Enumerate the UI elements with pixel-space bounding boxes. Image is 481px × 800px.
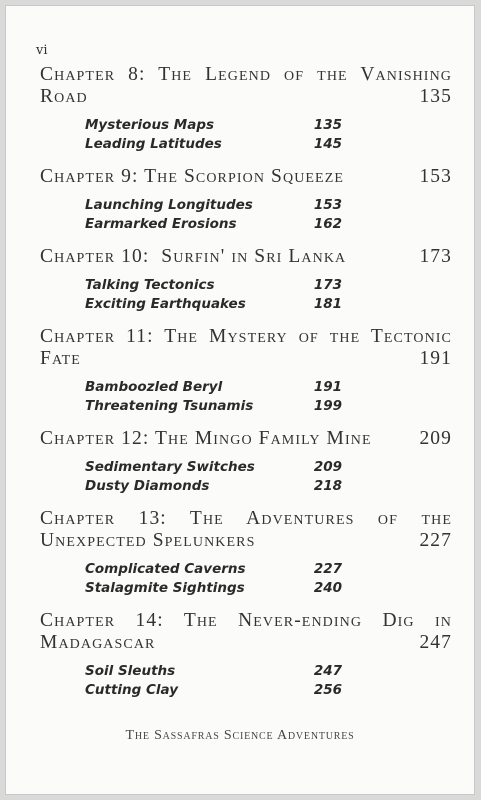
chapter-heading <box>40 428 452 450</box>
chapter-page: 135 <box>419 86 452 107</box>
chapter-title-line1: Chapter 8: The Legend of the Vanishing <box>40 64 452 85</box>
chapter-title: Chapter 10: Surfin' in Sri Lanka <box>40 246 347 267</box>
chapter-page: 191 <box>419 348 452 369</box>
chapter-title-line1: Chapter 11: The Mystery of the Tectonic <box>40 326 452 347</box>
section-title: Exciting Earthquakes <box>85 296 246 312</box>
chapter-heading <box>40 246 452 268</box>
section-page: 227 <box>313 561 342 577</box>
chapter-title: Chapter 9: The Scorpion Squeeze <box>40 166 345 187</box>
toc-chapter-13 <box>40 508 452 598</box>
section-title: Threatening Tsunamis <box>85 398 254 414</box>
section-title: Bamboozled Beryl <box>85 379 223 395</box>
section-title: Complicated Caverns <box>85 561 246 577</box>
section-title: Sedimentary Switches <box>85 459 255 475</box>
section-page: 162 <box>313 216 342 232</box>
toc-chapter-8 <box>40 64 452 154</box>
section-entry <box>85 276 342 295</box>
section-page: 256 <box>313 682 342 698</box>
section-title: Talking Tectonics <box>85 277 215 293</box>
section-list <box>85 276 342 314</box>
chapter-page: 153 <box>419 166 452 187</box>
chapter-title-line2: Road <box>40 86 88 107</box>
section-title: Leading Latitudes <box>85 136 222 152</box>
chapter-title-line2: Fate <box>40 348 81 369</box>
table-of-contents <box>40 64 452 712</box>
chapter-page: 227 <box>419 530 452 551</box>
section-entry <box>85 397 342 416</box>
section-entry <box>85 662 342 681</box>
section-page: 181 <box>313 296 342 312</box>
chapter-title-line1: Chapter 14: The Never-ending Dig in <box>40 610 452 631</box>
section-page: 240 <box>313 580 342 596</box>
section-title: Mysterious Maps <box>85 117 215 133</box>
section-page: 173 <box>313 277 342 293</box>
section-list <box>85 116 342 154</box>
toc-chapter-14 <box>40 610 452 700</box>
chapter-heading <box>40 508 452 552</box>
toc-chapter-11 <box>40 326 452 416</box>
page-number: vi <box>36 43 48 58</box>
section-entry <box>85 215 342 234</box>
section-entry <box>85 458 342 477</box>
section-page: 145 <box>313 136 342 152</box>
section-entry <box>85 681 342 700</box>
toc-chapter-12 <box>40 428 452 496</box>
chapter-page: 173 <box>419 246 452 267</box>
chapter-title-line1: Chapter 13: The Adventures of the <box>40 508 452 529</box>
toc-chapter-10 <box>40 246 452 314</box>
section-entry <box>85 579 342 598</box>
section-title: Cutting Clay <box>85 682 179 698</box>
section-title: Stalagmite Sightings <box>85 580 245 596</box>
chapter-heading <box>40 166 452 188</box>
chapter-heading <box>40 64 452 108</box>
section-list <box>85 662 342 700</box>
section-list <box>85 378 342 416</box>
section-title: Dusty Diamonds <box>85 478 210 494</box>
section-entry <box>85 378 342 397</box>
section-page: 199 <box>313 398 342 414</box>
section-page: 135 <box>313 117 342 133</box>
section-entry <box>85 196 342 215</box>
section-page: 153 <box>313 197 342 213</box>
section-title: Soil Sleuths <box>85 663 176 679</box>
section-list <box>85 458 342 496</box>
section-entry <box>85 135 342 154</box>
running-footer: The Sassafras Science Adventures <box>125 728 355 743</box>
section-entry <box>85 116 342 135</box>
section-entry <box>85 295 342 314</box>
section-page: 247 <box>313 663 342 679</box>
section-page: 191 <box>313 379 342 395</box>
section-list <box>85 196 342 234</box>
chapter-title: Chapter 12: The Mingo Family Mine <box>40 428 372 449</box>
section-title: Launching Longitudes <box>85 197 253 213</box>
section-entry <box>85 477 342 496</box>
chapter-page: 247 <box>419 632 452 653</box>
chapter-heading <box>40 610 452 654</box>
section-page: 209 <box>313 459 342 475</box>
section-entry <box>85 560 342 579</box>
chapter-heading <box>40 326 452 370</box>
section-page: 218 <box>313 478 342 494</box>
chapter-title-line2: Madagascar <box>40 632 156 653</box>
book-page <box>6 6 474 794</box>
chapter-title-line2: Unexpected Spelunkers <box>40 530 256 551</box>
section-list <box>85 560 342 598</box>
chapter-page: 209 <box>419 428 452 449</box>
section-title: Earmarked Erosions <box>85 216 237 232</box>
toc-chapter-9 <box>40 166 452 234</box>
